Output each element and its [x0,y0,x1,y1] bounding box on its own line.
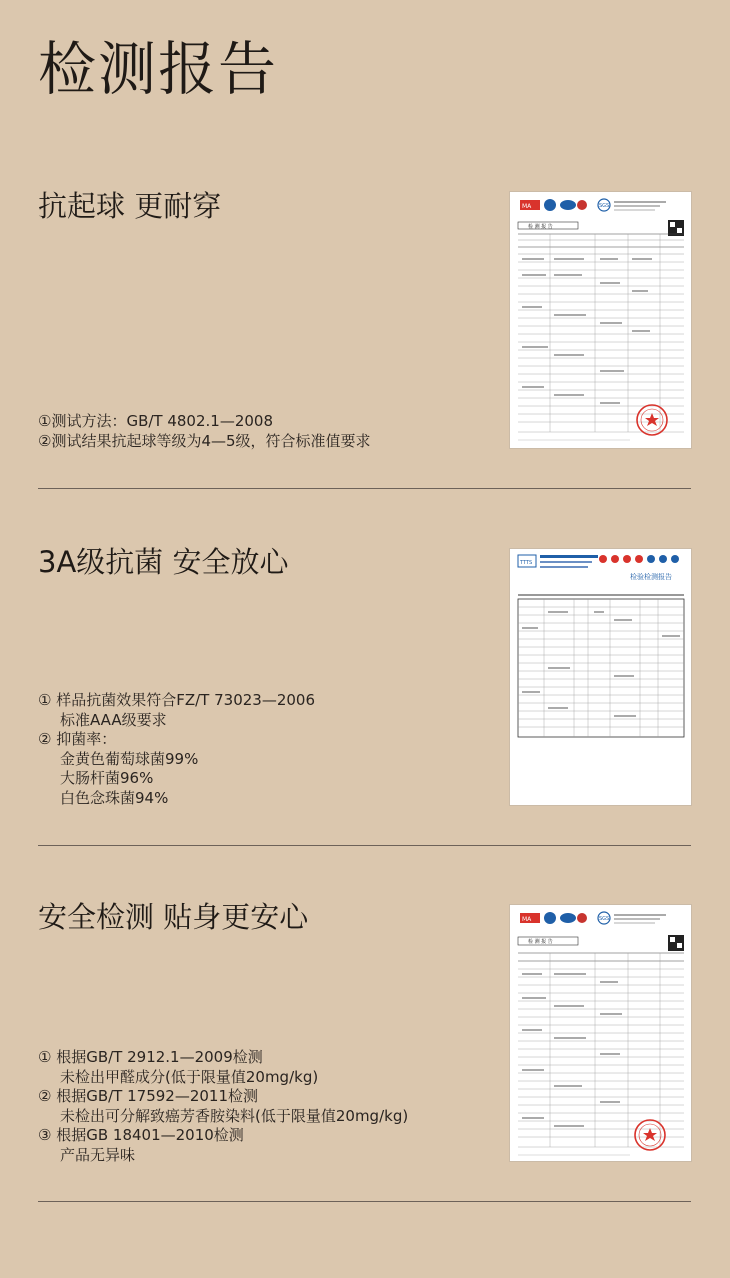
report-title: 检验检测报告 [630,573,672,581]
section-heading: 抗起球 更耐穿 [38,189,222,223]
svg-text:SGS: SGS [599,203,610,209]
issuer-logo: TTTS [520,560,533,566]
description-line: ②测试结果抗起球等级为4—5级，符合标准值要求 [38,431,371,450]
description-line: ① 根据GB/T 2912.1—2009检测 [38,1048,263,1066]
description-line: ② 根据GB/T 17592—2011检测 [38,1087,259,1105]
description-line: 未检出可分解致癌芳香胺染料(低于限量值20mg/kg) [60,1106,409,1125]
test-report-image [510,905,691,1161]
section-description [38,691,315,808]
section-divider [38,1201,691,1202]
description-line: 白色念珠菌94% [60,788,169,807]
test-report-document [510,549,691,805]
description-line: 标准AAA级要求 [60,710,167,729]
section-description [38,412,371,451]
test-report-image [510,192,691,448]
svg-text:MA: MA [522,203,532,210]
description-line: 大肠杆菌96% [60,769,154,787]
page-title: 检测报告 [38,35,279,103]
svg-text:MA: MA [522,916,532,923]
svg-text:SGS: SGS [599,916,610,922]
description-line: ①测试方法：GB/T 4802.1—2008 [38,412,274,430]
description-line: ① 样品抗菌效果符合FZ/T 73023—2006 [38,691,315,709]
section-description [38,1048,408,1165]
test-report-document [510,192,691,448]
section-divider [38,845,691,846]
description-line: ③ 根据GB 18401—2010检测 [38,1126,244,1144]
description-line: ② 抑菌率： [38,730,117,748]
report-title: 检 测 报 告 [528,224,553,230]
description-line: 未检出甲醛成分(低于限量值20mg/kg) [60,1067,319,1086]
test-report-image [510,549,691,805]
section-divider [38,488,691,489]
description-line: 金黄色葡萄球菌99% [60,749,199,768]
description-line: 产品无异味 [60,1145,136,1164]
section-heading: 3A级抗菌 安全放心 [38,545,289,579]
test-report-document [510,905,691,1161]
section-heading: 安全检测 贴身更安心 [38,900,309,934]
report-title: 检 测 报 告 [528,939,553,945]
